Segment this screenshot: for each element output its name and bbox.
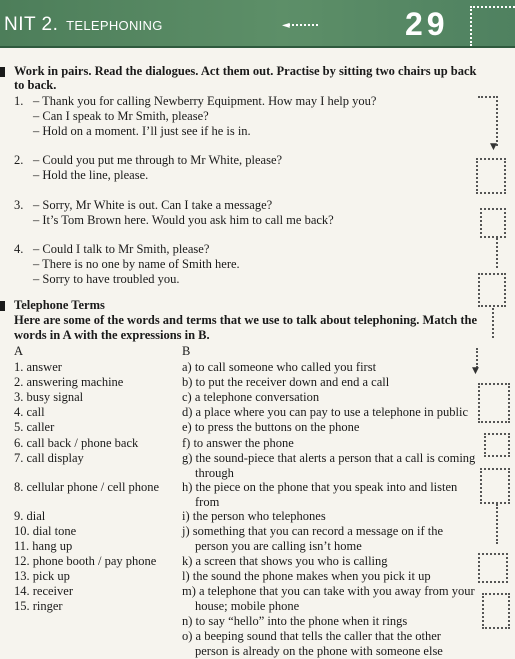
definition-b-item: b) to put the receiver down and end a call [182,375,390,389]
dotted-box-decoration [470,6,515,46]
dialogue-number: 4. [14,242,24,256]
exercise2-instruction-line2: words in A with the expressions in B. [14,328,210,342]
definition-b-item: k) a screen that shows you who is calling [182,554,388,568]
arrow-left-icon: ◄ [282,20,290,31]
exercise2-title: Telephone Terms [14,298,105,312]
term-a-item: 10. dial tone [14,524,77,538]
definition-b-item: person you are calling isn’t home [195,539,362,553]
definition-b-item: m) a telephone that you can take with you away from your [182,584,475,598]
term-a-item: 11. hang up [14,539,73,553]
term-a-item: 15. ringer [14,599,63,613]
definition-b-item: d) a place where you can pay to use a telephone in public [182,405,468,419]
unit-label [4,14,163,36]
dialogue-line: – Thank you for calling Newberry Equipment. How may I help you? [33,94,377,108]
definition-b-item: f) to answer the phone [182,436,294,450]
definition-b-item: a) to call someone who called you first [182,360,377,374]
dialogue-number: 1. [14,94,24,108]
definition-b-item: e) to press the buttons on the phone [182,420,360,434]
dialogue-line: – Can I speak to Mr Smith, please? [33,109,209,123]
definition-b-item: c) a telephone conversation [182,390,320,404]
term-a-item: 3. busy signal [14,390,84,404]
exercise-bullet-icon [0,67,5,77]
term-a-item: 2. answering machine [14,375,124,389]
term-a-item: 14. receiver [14,584,73,598]
dialogue-number: 2. [14,153,24,167]
dialogue-line: – Hold on a moment. I’ll just see if he is in. [33,124,251,138]
definition-b-item: h) the piece on the phone that you speak into and listen [182,480,458,494]
dialogue-number: 3. [14,198,24,212]
exercise2-instruction-line1: Here are some of the words and terms that we use to talk about telephoning. Match the [14,313,478,327]
column-a-header: A [14,344,24,358]
term-a-item: 1. answer [14,360,62,374]
arrow-down-icon: ▼ [490,142,497,152]
unit-title: TELEPHONING [66,18,163,33]
dotted-line-decoration [288,24,318,26]
term-a-item: 4. call [14,405,45,419]
definition-b-item: from [195,495,220,509]
definition-b-item: g) the sound-piece that alerts a person that a call is coming [182,451,476,465]
dialogue-line: – Could you put me through to Mr White, please? [33,153,283,167]
dialogue-line: – Sorry, Mr White is out. Can I take a message? [33,198,273,212]
margin-decoration [470,48,515,641]
arrow-down-icon: ▼ [472,366,479,376]
definition-b-item: o) a beeping sound that tells the caller that the other [182,629,441,643]
definition-b-item: j) something that you can record a message on if the [182,524,444,538]
exercise-bullet-icon [0,301,5,311]
dialogue-line: – Sorry to have troubled you. [33,272,180,286]
column-b-header: B [182,344,191,358]
definition-b-item: person is already on the phone with someone else [195,644,443,658]
exercise1-instruction-line2: to back. [14,78,57,92]
dialogue-line: – Could I talk to Mr Smith, please? [33,242,210,256]
term-a-item: 8. cellular phone / cell phone [14,480,160,494]
definition-b-item: n) to say “hello” into the phone when it rings [182,614,408,628]
dialogue-line: – Hold the line, please. [33,168,149,182]
term-a-item: 13. pick up [14,569,70,583]
unit-prefix: NIT 2. [4,14,59,35]
definition-b-item: l) the sound the phone makes when you pick it up [182,569,431,583]
definition-b-item: i) the person who telephones [182,509,326,523]
term-a-item: 6. call back / phone back [14,436,139,450]
term-a-item: 5. caller [14,420,55,434]
term-a-item: 12. phone booth / pay phone [14,554,157,568]
definition-b-item: house; mobile phone [195,599,300,613]
page-header [0,0,515,48]
dialogue-line: – There is no one by name of Smith here. [33,257,240,271]
page-number: 29 [405,6,449,42]
exercise1-instruction-line1: Work in pairs. Read the dialogues. Act them out. Practise by sitting two chairs up back [14,64,477,78]
definition-b-item: through [195,466,234,480]
term-a-item: 7. call display [14,451,84,465]
term-a-item: 9. dial [14,509,46,523]
dialogue-line: – It’s Tom Brown here. Would you ask him to call me back? [33,213,334,227]
